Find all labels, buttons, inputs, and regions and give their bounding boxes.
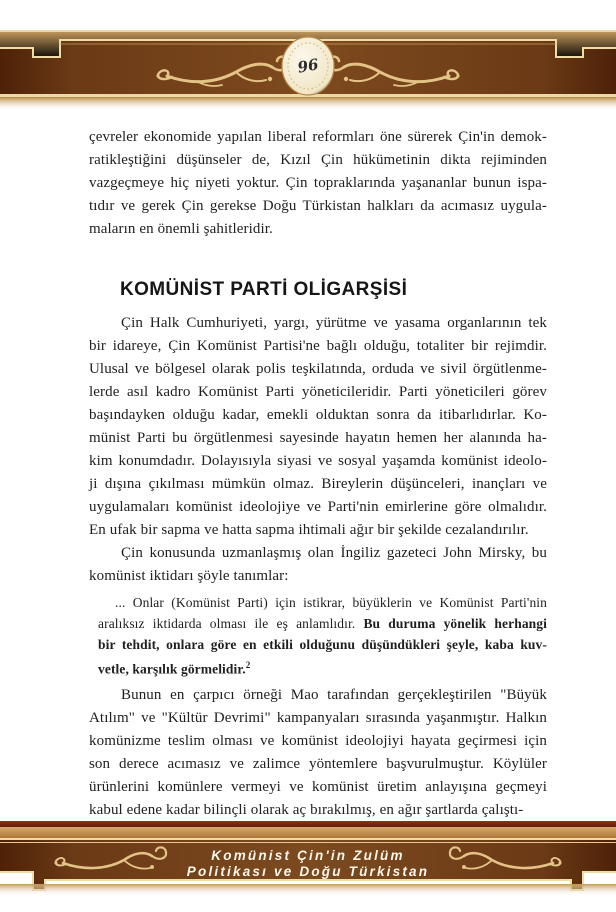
text-line: Çin Halk Cumhuriyeti, yargı, yürütme ve yasama organlarının tek [121,315,547,331]
page-number: 96 [296,55,320,77]
text-line: münist Parti bu örgütlenmesi sayesinde hayatın hemen her alanında ha- [89,430,547,446]
block-quote [98,592,547,680]
text-line: kim konumdadır. Dolayısıyla siyasi ve sosyal yaşamda komünist ideolo- [89,453,547,469]
text-line: komünizme teslim olması ve komünist ideolojiyi hayata geçirmesi için [89,732,547,749]
text-blocks [89,126,547,822]
text-line: ji dışına çıkılması mümkün olmaz. Bireylerin düşünceleri, inançları ve [89,476,547,492]
text-line: En ufak bir sapma ve hatta sapma ihtimali ağır bir şekilde cezalandırılır. [89,522,529,538]
text-line: aralıksız iktidarda olması ile eş anlamlıdır. Bu duruma yönelik herhangi [98,616,547,631]
text-line: Atılım" ve "Kültür Devrimi" kampanyaları sırasında yaşanmıştır. Halkın [89,709,547,726]
text-line: Ulusal ve bölgesel olarak polis teşkilatında, orduda ve sivil örgütlenme- [89,361,547,377]
paragraph [89,312,547,542]
text-line: tıdır ve gerek Çin gerekse Doğu Türkistan halkları da acımasız uygula- [89,198,547,214]
page-number-medallion [282,37,334,95]
footer-maroon-rule [0,821,616,827]
header-ornament-band [0,24,616,116]
text-line: uygulamaları komünist ideolojiye ve Parti'nin emirlerine göre olmalıdır. [89,499,547,515]
section-heading: KOMÜNİST PARTİ OLİGARŞİSİ [120,279,408,300]
text-line: kabul edene kadar bilinçli olarak aç bırakılmış, en ağır şartlarda çalıştı- [89,801,524,818]
text-line: maların en önemli şahitleridir. [89,221,273,237]
text-line: lerde asıl kadro Komünist Parti yöneticileridir. Parti yöneticileri görev [89,384,547,400]
text-line: bir tehdit, onlara göre en etkili olduğunu düşündükleri şeyle, kaba kuv- [98,637,547,652]
text-line: Çin konusunda uzmanlaşmış olan İngiliz gazeteci John Mirsky, bu [121,545,547,561]
paragraph [89,542,547,588]
text-line: ratikleştiğini düşünseler de, Kızıl Çin hükümetinin dikta rejiminden [89,152,547,168]
text-line: ... Onlar (Komünist Parti) için istikrar, büyüklerin ve Komünist Parti'nin [115,595,547,610]
text-line: ürünlerini komünlere vermeyi ve komünist üretim anlayışına geçmeyi [89,778,547,795]
text-line: vetle, karşılık görmelidir.$^2$ [98,660,251,677]
text-line: son derece acımasız ve zalimce yöntemlere başvurulmuştur. Köylüler [89,755,547,772]
text-line: Bunun en çarpıcı örneği Mao tarafından gerçekleştirilen "Büyük [121,686,547,703]
page-body [89,126,547,822]
text-line: çevreler ekonomide yapılan liberal reformları öne sürerek Çin'in demok- [89,129,547,145]
footer-title-line1: Komünist Çin'in Zulüm [211,848,405,863]
footer-title-line2: Politikası ve Doğu Türkistan [186,864,430,879]
text-line: bir idareye, Çin Komünist Partisi'ne bağlı olduğu, totaliter bir rejimdir. [89,338,547,354]
footer-ornament-band [0,818,616,902]
text-line: başındayken olduğu kadar, emekli olduktan sonra da itibarlıdırlar. Ko- [89,407,547,423]
footer-caramel-band [0,827,616,839]
text-line: komünist iktidarı şöyle tanımlar: [89,568,289,584]
paragraph [89,126,547,241]
paragraph [89,684,547,822]
text-line: vazgeçmeye hiç niyeti yoktur. Çin topraklarında yaşananlar bunun ispa- [89,175,547,191]
